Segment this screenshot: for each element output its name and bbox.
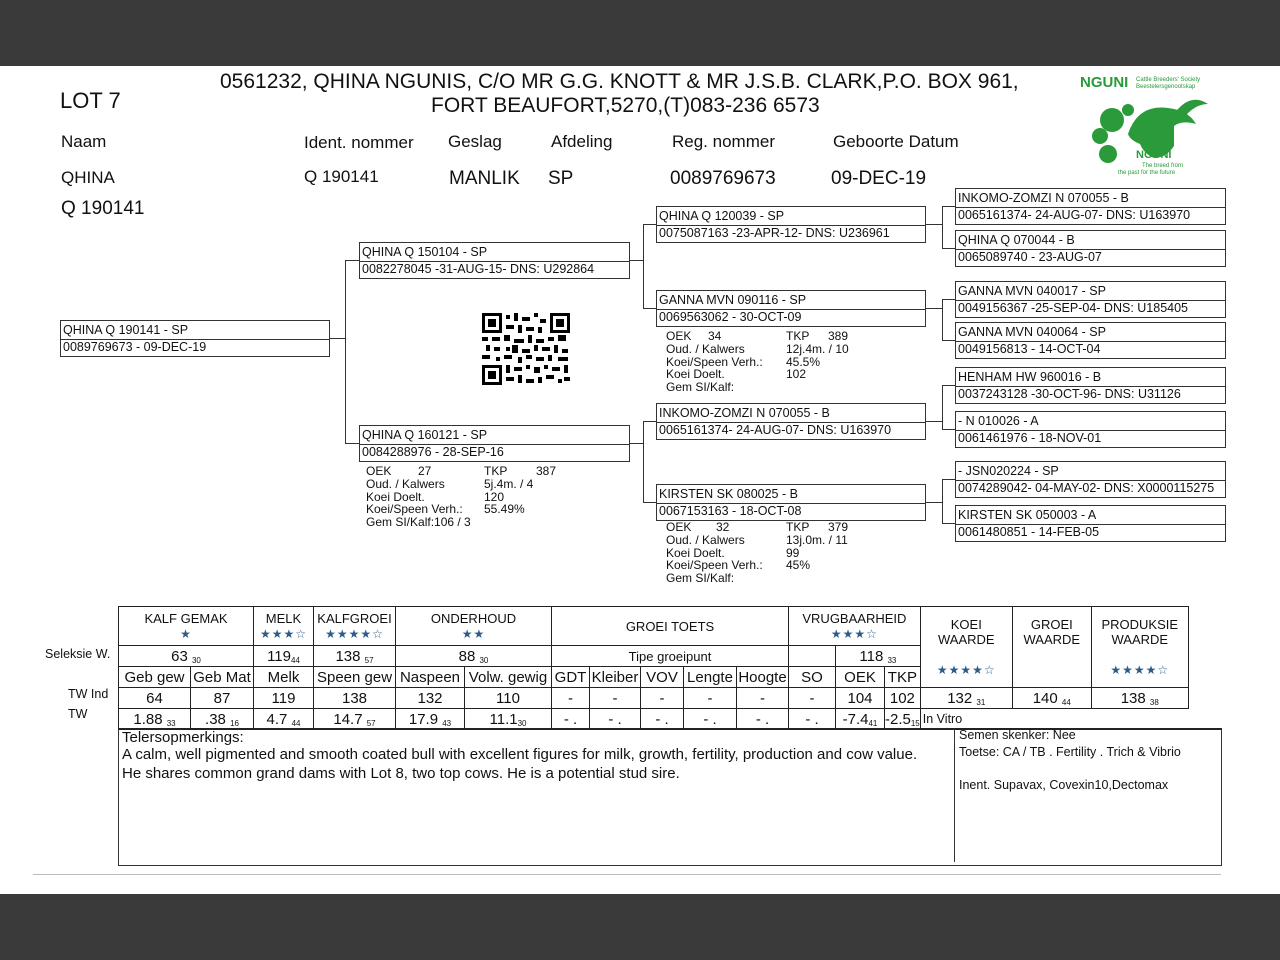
pedigree-self-reg: 0089769673 - 09-DEC-19 xyxy=(63,340,207,354)
connector xyxy=(643,308,656,309)
animal-dob: 09-DEC-19 xyxy=(831,168,927,189)
animal-ident: Q 190141 xyxy=(304,167,379,186)
connector xyxy=(643,502,656,503)
tipe-label: Tipe groeipunt xyxy=(628,648,712,664)
pedigree-ddd-name: KIRSTEN SK 050003 - A xyxy=(958,508,1097,522)
connector xyxy=(345,443,359,444)
label-ident: Ident. nommer xyxy=(304,133,414,152)
group-label: GROEI WAARDE xyxy=(1023,617,1081,647)
pedigree-dss-reg: 0037243128 -30-OCT-96- DNS: U31126 xyxy=(958,387,1181,401)
stat-value: 12j.4m. / 10 xyxy=(786,341,849,356)
owner-line-1: 0561232, QHINA NGUNIS, C/O MR G.G. KNOTT & MR J.S.B. CLARK,P.O. BOX 961, xyxy=(220,70,1019,93)
label-sex: Geslag xyxy=(448,132,502,151)
connector xyxy=(942,340,955,341)
pedigree-self xyxy=(60,320,330,357)
groei-waarde-value xyxy=(1012,688,1091,709)
sel-kalf-gemak xyxy=(119,646,254,667)
sel-value: 138 xyxy=(335,647,361,665)
sel-value: 88 xyxy=(458,647,476,665)
tw-ind-cell: - xyxy=(789,688,836,709)
connector xyxy=(926,502,942,503)
stat-key: Gem SI/Kalf: xyxy=(366,515,435,530)
logo-society: Cattle Breeders' Society xyxy=(1136,77,1201,83)
pedigree-ds-reg: 0065161374- 24-AUG-07- DNS: U163970 xyxy=(659,423,892,437)
pedigree-sd-reg: 0069563062 - 30-OCT-09 xyxy=(659,310,802,324)
remarks-divider xyxy=(954,728,955,862)
group-label: KALFGROEI xyxy=(317,610,392,626)
group-vrugbaarheid xyxy=(789,607,921,646)
pedigree-dds xyxy=(955,461,1226,498)
col-header: OEK xyxy=(836,667,885,688)
stat-key: Oud. / Kalwers xyxy=(666,532,745,547)
connector xyxy=(942,429,955,430)
col-header: VOV xyxy=(641,667,684,688)
star-rating-icon: ★★ xyxy=(461,626,486,641)
waarde-value: 138 xyxy=(1120,689,1146,707)
animal-ident-large: Q 190141 xyxy=(61,198,145,219)
tw-row xyxy=(119,709,1189,730)
tw-cell: 14.7 $_{57}$ xyxy=(314,709,396,730)
pedigree-ssd xyxy=(955,230,1226,267)
connector xyxy=(345,260,359,261)
sel-count: 44 xyxy=(291,655,300,665)
stat-key: OEK xyxy=(666,520,692,534)
stat-key: Koei/Speen Verh.: xyxy=(666,354,763,369)
pedigree-ss-name: QHINA Q 120039 - SP xyxy=(659,209,785,223)
pedigree-dsd-name: - N 010026 - A xyxy=(958,414,1039,428)
connector xyxy=(942,479,943,523)
stat-value: 120 xyxy=(484,489,505,504)
sel-count: 30 xyxy=(479,655,489,665)
footer-rule xyxy=(33,874,1221,875)
pedigree-dsd-reg: 0061461976 - 18-NOV-01 xyxy=(958,431,1102,445)
col-header: Kleiber xyxy=(590,667,641,688)
pedigree-sss xyxy=(955,188,1226,225)
koei-waarde-value xyxy=(920,688,1012,709)
pedigree-sds-name: GANNA MVN 040017 - SP xyxy=(958,284,1106,298)
group-label: VRUGBAARHEID xyxy=(802,610,907,626)
sel-count: 33 xyxy=(887,655,897,665)
connector xyxy=(630,443,643,444)
pedigree-dss-name: HENHAM HW 960016 - B xyxy=(958,370,1102,384)
group-onderhoud xyxy=(396,607,552,646)
connector xyxy=(345,260,346,443)
tw-cell: - . xyxy=(789,709,836,730)
stat-key: TKP xyxy=(786,520,810,534)
connector xyxy=(643,224,644,308)
stat-value: 13j.0m. / 11 xyxy=(786,532,848,547)
tw-cell: $-2.5_{15}$ xyxy=(885,710,920,728)
pedigree-sdd xyxy=(955,322,1226,359)
connector xyxy=(942,206,943,248)
connector xyxy=(942,206,955,207)
pedigree-dam xyxy=(359,425,630,462)
col-header: Melk xyxy=(254,667,314,688)
lot-number: LOT 7 xyxy=(60,88,121,113)
animal-sex: MANLIK xyxy=(449,168,520,189)
group-melk xyxy=(254,607,314,646)
pedigree-dd-name: KIRSTEN SK 080025 - B xyxy=(659,487,798,501)
waarde-count: 44 xyxy=(1061,697,1071,707)
col-header: SO xyxy=(789,667,836,688)
stat-key: Gem SI/Kalf: xyxy=(666,380,735,395)
tw-cell: 1.88 $_{33}$ xyxy=(119,709,191,730)
row-label-tw-ind: TW Ind xyxy=(68,687,109,701)
groei-waarde-header xyxy=(1012,607,1091,688)
stat-key: OEK xyxy=(366,464,392,478)
animal-reg: 0089769673 xyxy=(670,168,776,189)
stat-value: 32 xyxy=(716,520,730,534)
col-header: Lengte xyxy=(684,667,737,688)
pedigree-ssd-name: QHINA Q 070044 - B xyxy=(958,233,1075,247)
remarks-title: Telersopmerkings: xyxy=(122,729,244,746)
waarde-value: 132 xyxy=(947,689,973,707)
stat-key: Koei Doelt. xyxy=(666,367,725,382)
tw-cell: 4.7 $_{44}$ xyxy=(254,709,314,730)
stat-value: 379 xyxy=(828,520,849,534)
tw-ind-cell: 119 xyxy=(254,688,314,709)
group-groei-toets xyxy=(552,607,789,646)
tw-cell: - . xyxy=(552,709,590,730)
connector xyxy=(643,224,656,225)
pedigree-sss-name: INKOMO-ZOMZI N 070055 - B xyxy=(958,191,1129,205)
pedigree-dam-reg: 0084288976 - 28-SEP-16 xyxy=(362,445,504,459)
label-section: Afdeling xyxy=(551,132,613,151)
waarde-count: 31 xyxy=(976,697,986,707)
logo-brand: NGUNI xyxy=(1080,74,1129,91)
logo-tagline-2: the past for the future xyxy=(1118,170,1176,176)
stat-value: 45% xyxy=(786,558,811,573)
stat-value: 5j.4m. / 4 xyxy=(484,476,534,491)
waarde-count: 38 xyxy=(1149,697,1159,707)
connector xyxy=(942,479,955,480)
connector xyxy=(942,385,943,429)
sel-kalfgroei xyxy=(314,646,396,667)
col-header: Geb Mat xyxy=(191,667,254,688)
pedigree-sire-reg: 0082278045 -31-AUG-15- DNS: U292864 xyxy=(362,262,595,276)
tw-ind-cell: - xyxy=(737,688,789,709)
stats-sire-dam xyxy=(666,330,849,394)
label-reg: Reg. nommer xyxy=(672,132,775,151)
connector xyxy=(643,421,656,422)
pedigree-ss-reg: 0075087163 -23-APR-12- DNS: U236961 xyxy=(659,226,890,240)
stat-key: OEK xyxy=(666,329,692,343)
pedigree-self-name: QHINA Q 190141 - SP xyxy=(63,323,189,337)
stat-key: Koei Doelt. xyxy=(366,489,425,504)
tw-cell: $11.1_{30}$ xyxy=(465,709,552,730)
stat-value: 106 / 3 xyxy=(434,515,471,530)
tw-ind-cell: 138 xyxy=(314,688,396,709)
star-rating-icon: ★★★☆ xyxy=(259,626,308,641)
col-header: Hoogte xyxy=(738,668,787,686)
connector xyxy=(942,248,955,249)
star-rating-icon: ★★★★☆ xyxy=(936,662,996,677)
koei-waarde-header xyxy=(920,607,1012,688)
connector xyxy=(942,523,955,524)
nguni-logo xyxy=(1078,74,1212,178)
pedigree-dd-reg: 0067153163 - 18-OCT-08 xyxy=(659,504,802,518)
group-label: GROEI TOETS xyxy=(625,618,715,634)
stat-key: TKP xyxy=(786,329,810,343)
tw-ind-cell: 64 xyxy=(119,688,191,709)
group-kalfgroei xyxy=(314,607,396,646)
sel-value: 119 xyxy=(267,647,291,665)
connector xyxy=(630,260,643,261)
col-header: Geb gew xyxy=(119,667,191,688)
pedigree-dam-dam xyxy=(656,484,926,521)
logo-society-2: Beestelersgenootskap xyxy=(1136,84,1196,90)
pedigree-dss xyxy=(955,367,1226,404)
stat-value: 102 xyxy=(786,367,807,382)
sel-value: 118 xyxy=(859,647,884,665)
connector xyxy=(926,224,942,225)
produksie-waarde-value xyxy=(1091,688,1188,709)
bottom-bar xyxy=(0,894,1280,960)
stat-key: TKP xyxy=(484,464,508,478)
stat-value: 34 xyxy=(708,329,722,343)
pedigree-ssd-reg: 0065089740 - 23-AUG-07 xyxy=(958,250,1102,264)
star-rating-icon: ★★★☆ xyxy=(830,626,878,641)
tw-ind-cell: 110 xyxy=(465,688,552,709)
stat-key: Koei/Speen Verh.: xyxy=(366,502,463,517)
pedigree-sire-sire xyxy=(656,206,926,243)
tw-ind-cell: 132 xyxy=(396,688,465,709)
pedigree-dds-reg: 0074289042- 04-MAY-02- DNS: X0000115275 xyxy=(958,481,1215,495)
performance-table xyxy=(118,606,1189,730)
connector xyxy=(942,385,955,386)
in-vitro-cell xyxy=(920,709,1188,730)
stat-key: Gem SI/Kalf: xyxy=(666,571,735,586)
stat-value: 389 xyxy=(828,329,849,343)
col-header: Volw. gewig xyxy=(465,667,552,688)
col-header: TKP xyxy=(885,667,921,688)
connector xyxy=(942,299,943,340)
stat-key: Oud. / Kalwers xyxy=(366,476,445,491)
star-rating-icon: ★★★★☆ xyxy=(325,626,384,641)
tw-ind-cell: 102 xyxy=(885,688,921,709)
sel-so-empty xyxy=(789,646,836,667)
pedigree-sds xyxy=(955,281,1226,318)
star-rating-icon: ★ xyxy=(180,626,192,641)
sel-count: 30 xyxy=(191,655,201,665)
semen-donor: Semen skenker: Nee xyxy=(959,728,1076,742)
qr-code-icon xyxy=(482,313,570,385)
tw-ind-cell: - xyxy=(552,688,590,709)
remarks-line-2: He shares common grand dams with Lot 8, two top cows. He is a potential stud sire. xyxy=(122,765,680,782)
pedigree-sire xyxy=(359,242,630,279)
stats-dam-dam xyxy=(666,521,848,585)
tw-ind-cell: 104 xyxy=(836,688,885,709)
pedigree-sire-name: QHINA Q 150104 - SP xyxy=(362,245,488,259)
logo-tagline-1: The breed from xyxy=(1142,163,1184,169)
label-name: Naam xyxy=(61,132,107,151)
pedigree-dsd xyxy=(955,411,1226,448)
row-label-tw: TW xyxy=(68,707,88,721)
tw-cell: .38 $_{16}$ xyxy=(191,709,254,730)
pedigree-ds-name: INKOMO-ZOMZI N 070055 - B xyxy=(659,406,830,420)
col-header: GDT xyxy=(552,667,590,688)
tw-ind-cell: - xyxy=(590,688,641,709)
logo-word: NGUNI xyxy=(1136,149,1172,161)
col-header: Speen gew xyxy=(314,667,396,688)
animal-name: QHINA xyxy=(61,168,115,187)
connector xyxy=(643,421,644,503)
owner-line-2: FORT BEAUFORT,5270,(T)083-236 6573 xyxy=(431,94,820,117)
connector xyxy=(330,338,345,339)
pedigree-ddd xyxy=(955,505,1226,542)
tw-cell: - . xyxy=(737,709,789,730)
stat-key: Oud. / Kalwers xyxy=(666,341,745,356)
sel-vrug xyxy=(836,646,921,667)
pedigree-dam-name: QHINA Q 160121 - SP xyxy=(362,428,488,442)
animal-section: SP xyxy=(548,168,574,189)
col-header: Naspeen xyxy=(396,667,465,688)
tw-cell: 17.9 $_{43}$ xyxy=(396,709,465,730)
connector xyxy=(942,299,955,300)
star-rating-icon: ★★★★☆ xyxy=(1110,662,1170,677)
pedigree-dds-name: - JSN020224 - SP xyxy=(958,464,1059,478)
tw-ind-row xyxy=(119,688,1189,709)
group-label: PRODUKSIE WAARDE xyxy=(1101,616,1179,647)
waarde-value: 140 xyxy=(1032,689,1058,707)
group-label: ONDERHOUD xyxy=(430,610,517,626)
pedigree-dam-sire xyxy=(656,403,926,440)
sel-count: 57 xyxy=(364,655,374,665)
in-vitro-label: In Vitro xyxy=(922,712,963,726)
tipe-groeipunt xyxy=(552,646,789,667)
tw-cell: $-7.4_{41}$ xyxy=(836,709,885,730)
tw-cell: - . xyxy=(684,709,737,730)
tw-ind-cell: - xyxy=(684,688,737,709)
tw-ind-cell: - xyxy=(641,688,684,709)
tw-ind-cell: 87 xyxy=(191,688,254,709)
remarks-line-1: A calm, well pigmented and smooth coated bull with excellent figures for milk, growth, fertility, production and cow value. xyxy=(122,746,918,763)
tw-cell: - . xyxy=(590,709,641,730)
pedigree-ddd-reg: 0061480851 - 14-FEB-05 xyxy=(958,525,1100,539)
sel-onderhoud xyxy=(396,646,552,667)
produksie-waarde-header xyxy=(1091,607,1188,688)
stats-dam xyxy=(366,465,556,529)
label-dob: Geboorte Datum xyxy=(833,132,959,151)
row-label-selection: Seleksie W. xyxy=(45,647,111,661)
tw-cell: - . xyxy=(641,709,684,730)
pedigree-sss-reg: 0065161374- 24-AUG-07- DNS: U163970 xyxy=(958,208,1191,222)
stat-key: Koei Doelt. xyxy=(666,545,725,560)
vaccinations: Inent. Supavax, Covexin10,Dectomax xyxy=(959,778,1169,792)
tests: Toetse: CA / TB . Fertility . Trich & Vibrio xyxy=(959,745,1181,759)
sel-melk xyxy=(254,646,314,667)
stat-value: 387 xyxy=(536,464,557,478)
stat-value: 99 xyxy=(786,545,800,560)
group-label: KALF GEMAK xyxy=(144,610,228,626)
stat-key: Koei/Speen Verh.: xyxy=(666,558,763,573)
stat-value: 55.49% xyxy=(484,502,525,517)
pedigree-sds-reg: 0049156367 -25-SEP-04- DNS: U185405 xyxy=(958,301,1189,315)
pedigree-sdd-reg: 0049156813 - 14-OCT-04 xyxy=(958,342,1101,356)
connector xyxy=(926,421,942,422)
pedigree-sd-name: GANNA MVN 090116 - SP xyxy=(659,293,807,307)
group-label: KOEI WAARDE xyxy=(937,616,995,647)
sel-value: 63 xyxy=(171,647,188,665)
connector xyxy=(926,308,942,309)
pedigree-sdd-name: GANNA MVN 040064 - SP xyxy=(958,325,1106,339)
group-kalf-gemak xyxy=(119,607,254,646)
pedigree-sire-dam xyxy=(656,290,926,327)
top-bar xyxy=(0,0,1280,66)
group-label: MELK xyxy=(265,610,302,626)
stat-value: 45.5% xyxy=(786,354,821,369)
stat-value: 27 xyxy=(418,464,432,478)
